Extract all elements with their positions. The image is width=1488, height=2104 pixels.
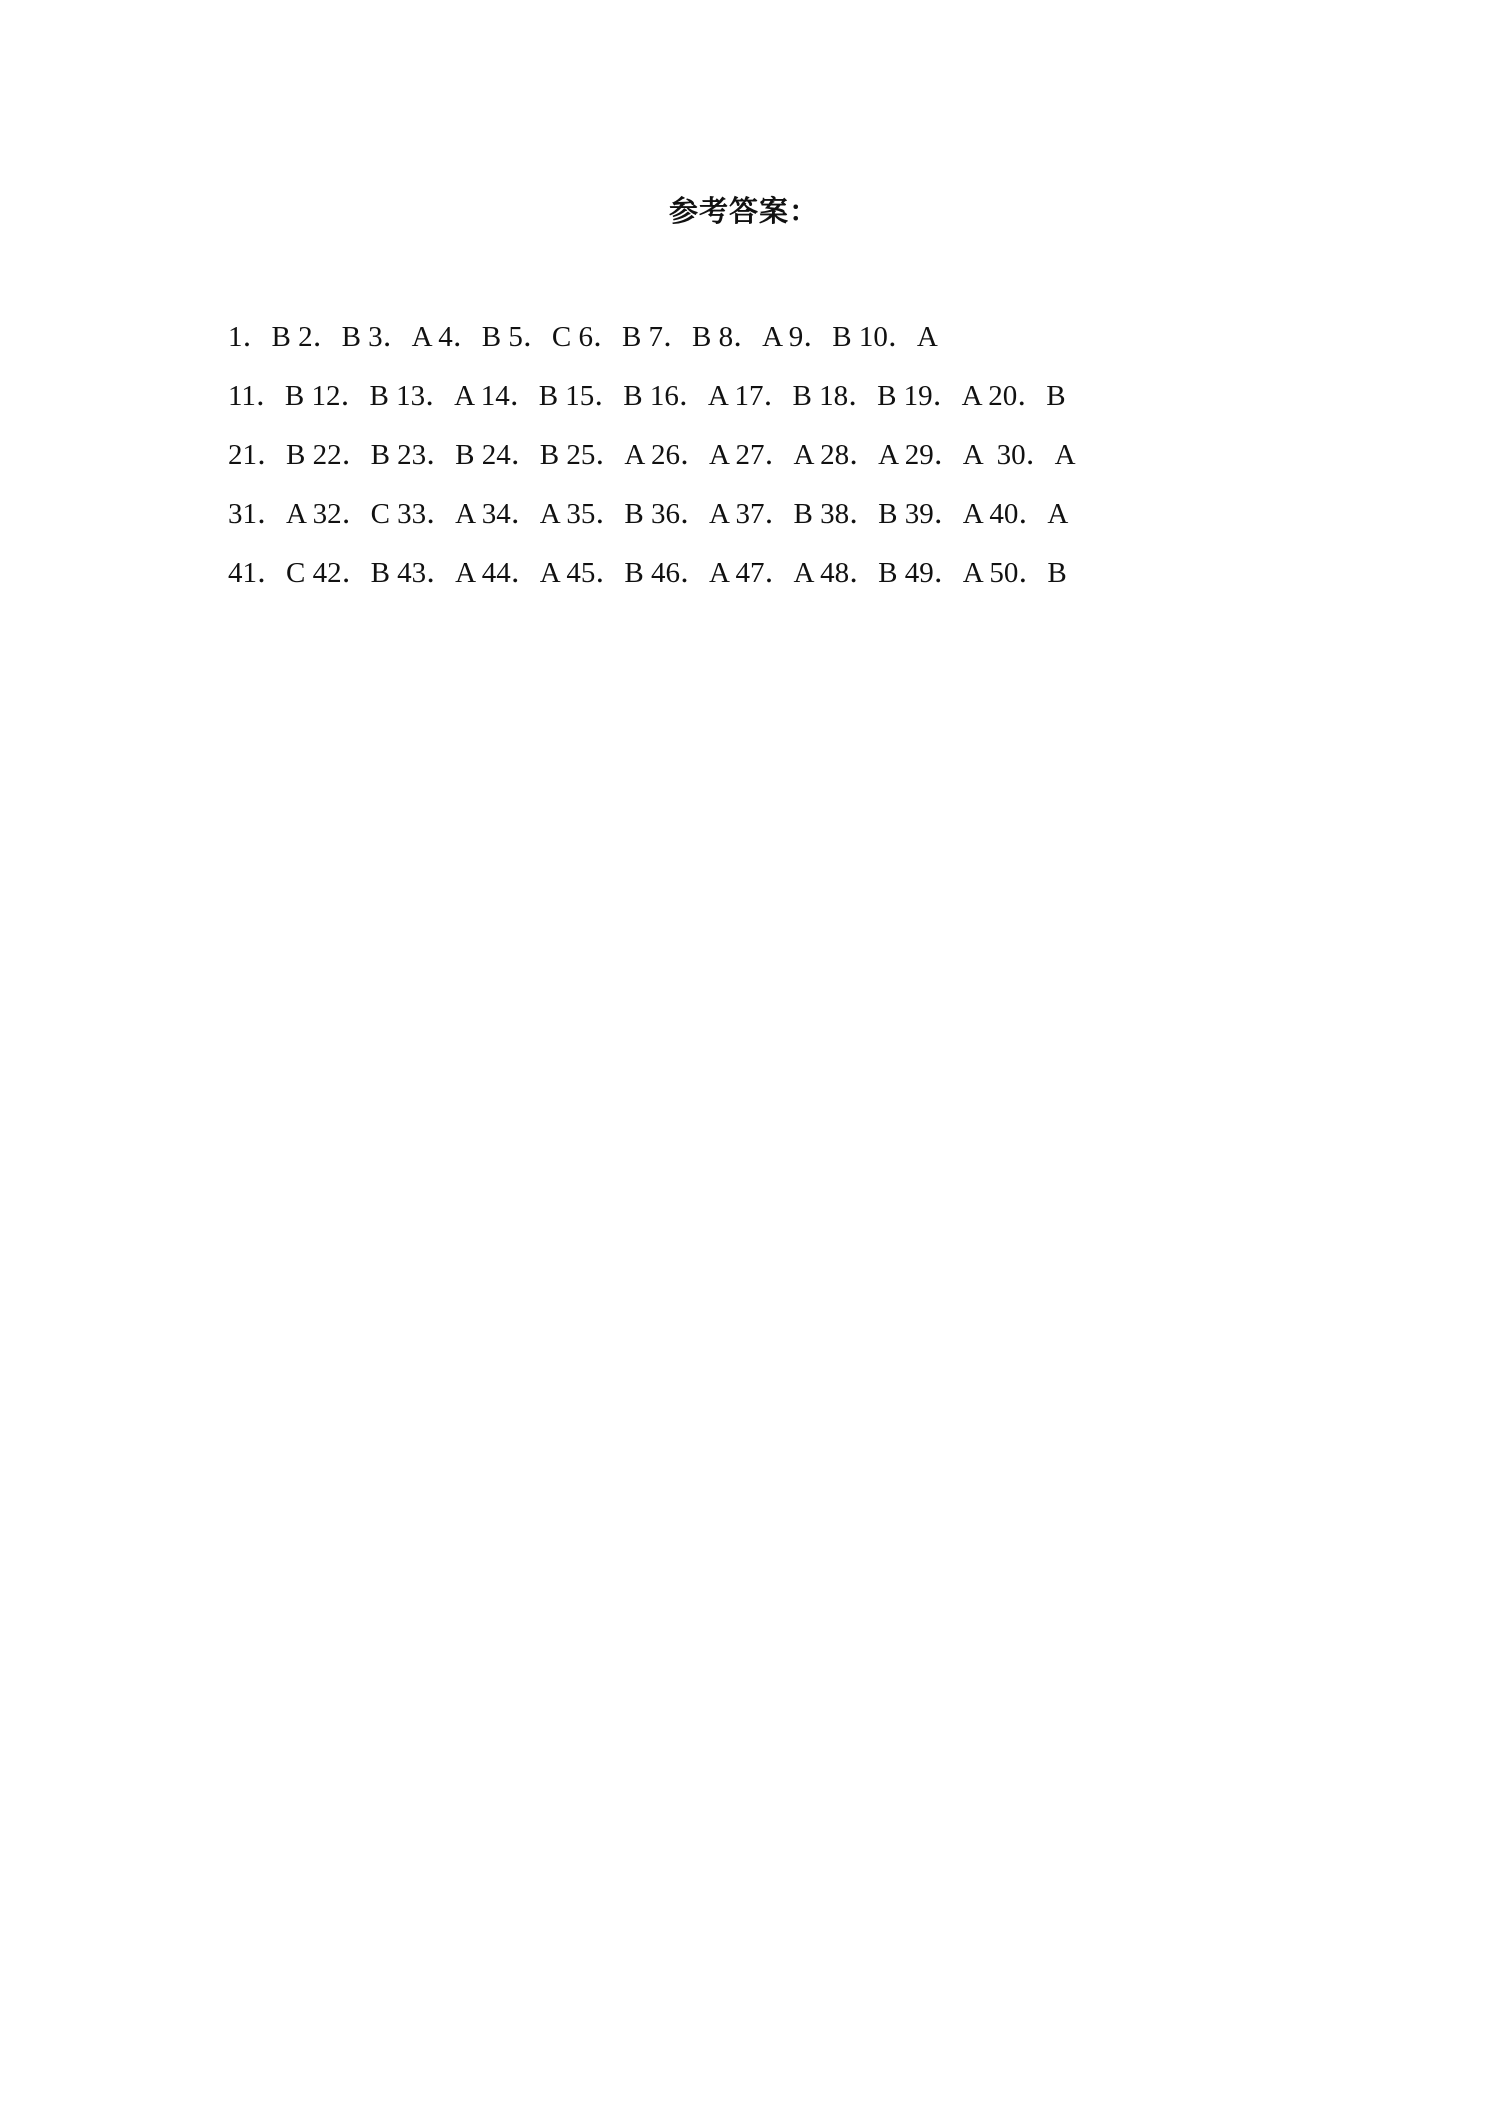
answer-row: 11．B 12．B 13．A 14．B 15．B 16．A 17．B 18．B 19．A 20．B [228, 380, 1066, 412]
page-title: 参考答案： [668, 194, 819, 228]
answer-row: 41．C 42．B 43．A 44．A 45．B 46．A 47．A 48．B 49．A 50．B [228, 557, 1067, 589]
answer-row: 21．B 22．B 23．B 24．B 25．A 26．A 27．A 28．A 29．A 30．A [228, 439, 1076, 471]
answer-list [228, 308, 1328, 603]
answer-row: 1．B 2．B 3．A 4．B 5．C 6．B 7．B 8．A 9．B 10．A [228, 321, 938, 353]
answer-row: 31．A 32．C 33．A 34．A 35．B 36．A 37．B 38．B 39．A 40．A [228, 498, 1069, 530]
